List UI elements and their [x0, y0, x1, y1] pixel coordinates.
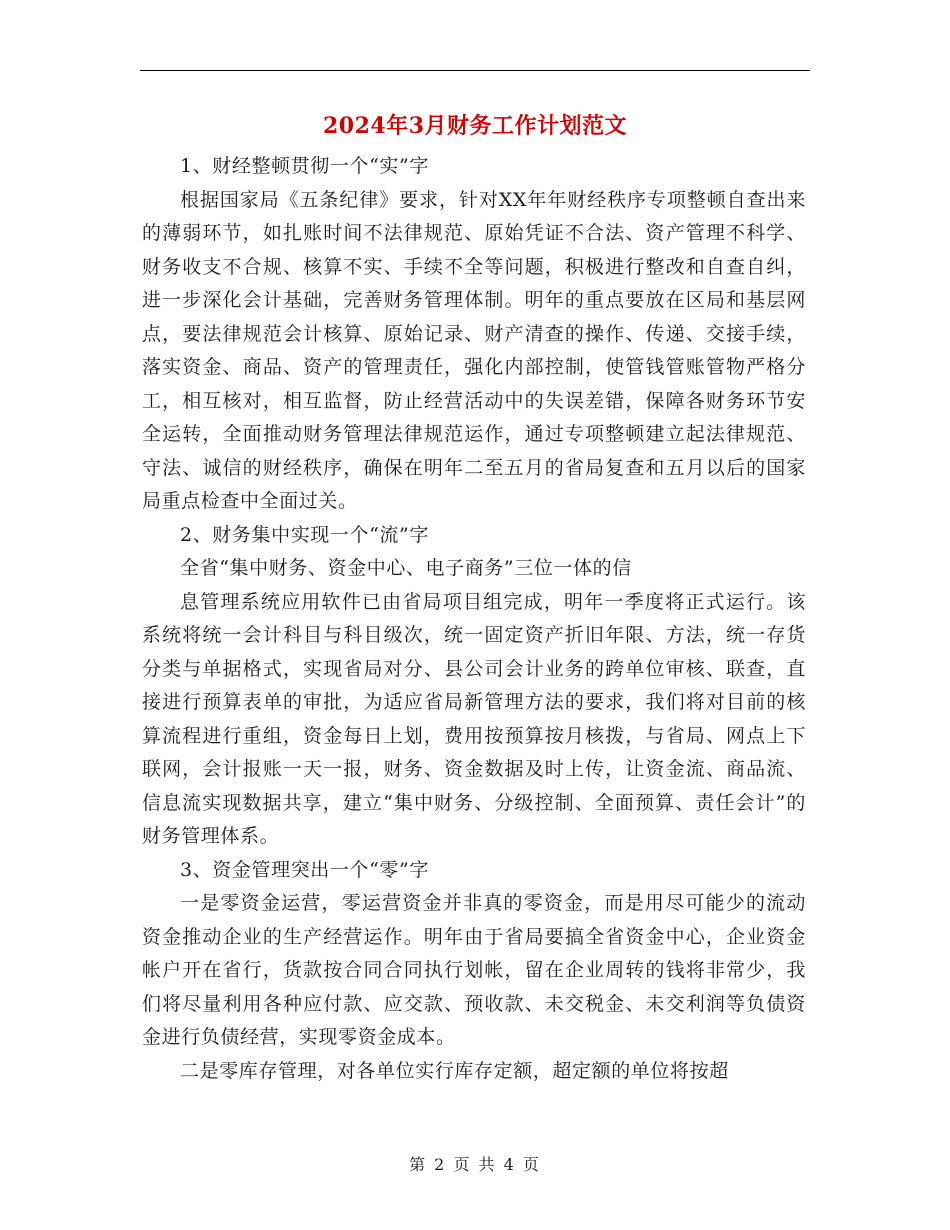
section-heading-1: 1、财经整顿贯彻一个“实”字 — [180, 155, 429, 177]
header-rule — [140, 70, 810, 71]
document-body — [142, 150, 806, 1088]
section-heading-3: 3、资金管理突出一个“零”字 — [180, 858, 429, 881]
page-footer: 第 2 页 共 4 页 — [409, 1155, 541, 1174]
paragraph-line: 二是零库存管理，对各单位实行库存定额，超定额的单位将按超 — [180, 1059, 729, 1082]
paragraph: 息管理系统应用软件已由省局项目组完成，明年一季度将正式运行。该系统将统一会计科目与科目级次，统一固定资产折旧年限、方法，统一存货分类与单据格式，实现省局对分、县公司会计业务的跨单位审核、联查，直接进行预算表单的审批，为适应省局新管理方法的要求，我们将对目前的核算流程进行重组，资金每日上划，费用按预算按月核拨，与省局、网点上下联网，会计报账一天一报，财务、资金数据及时上传，让资金流、商品流、信息流实现数据共享，建立“集中财务、分级控制、全面预算、责任会计”的财务管理体系。 — [142, 590, 806, 847]
document-title: 2024年3月财务工作计划范文 — [322, 113, 628, 139]
paragraph-line: 全省“集中财务、资金中心、电子商务”三位一体的信 — [180, 557, 632, 579]
section-heading-2: 2、财务集中实现一个“流”字 — [180, 523, 429, 546]
paragraph: 一是零资金运营，零运营资金并非真的零资金，而是用尽可能少的流动资金推动企业的生产经营运作。明年由于省局要搞全省资金中心，企业资金帐户开在省行，货款按合同合同执行划帐，留在企业周转的钱将非常少，我们将尽量利用各种应付款、应交款、预收款、未交税金、未交利润等负债资金进行负债经营，实现零资金成本。 — [142, 892, 806, 1048]
paragraph: 根据国家局《五条纪律》要求，针对XX年年财经秩序专项整顿自查出来的薄弱环节，如扎账时间不法律规范、原始凭证不合法、资产管理不科学、财务收支不合规、核算不实、手续不全等问题，积极进行整改和自查自纠，进一步深化会计基础，完善财务管理体制。明年的重点要放在区局和基层网点，要法律规范会计核算、原始记录、财产清查的操作、传递、交接手续，落实资金、商品、资产的管理责任，强化内部控制，使管钱管账管物严格分工，相互核对，相互监督，防止经营活动中的失误差错，保障各财务环节安全运转，全面推动财务管理法律规范运作，通过专项整顿建立起法律规范、守法、诚信的财经秩序，确保在明年二至五月的省局复查和五月以后的国家局重点检查中全面过关。 — [142, 188, 806, 512]
